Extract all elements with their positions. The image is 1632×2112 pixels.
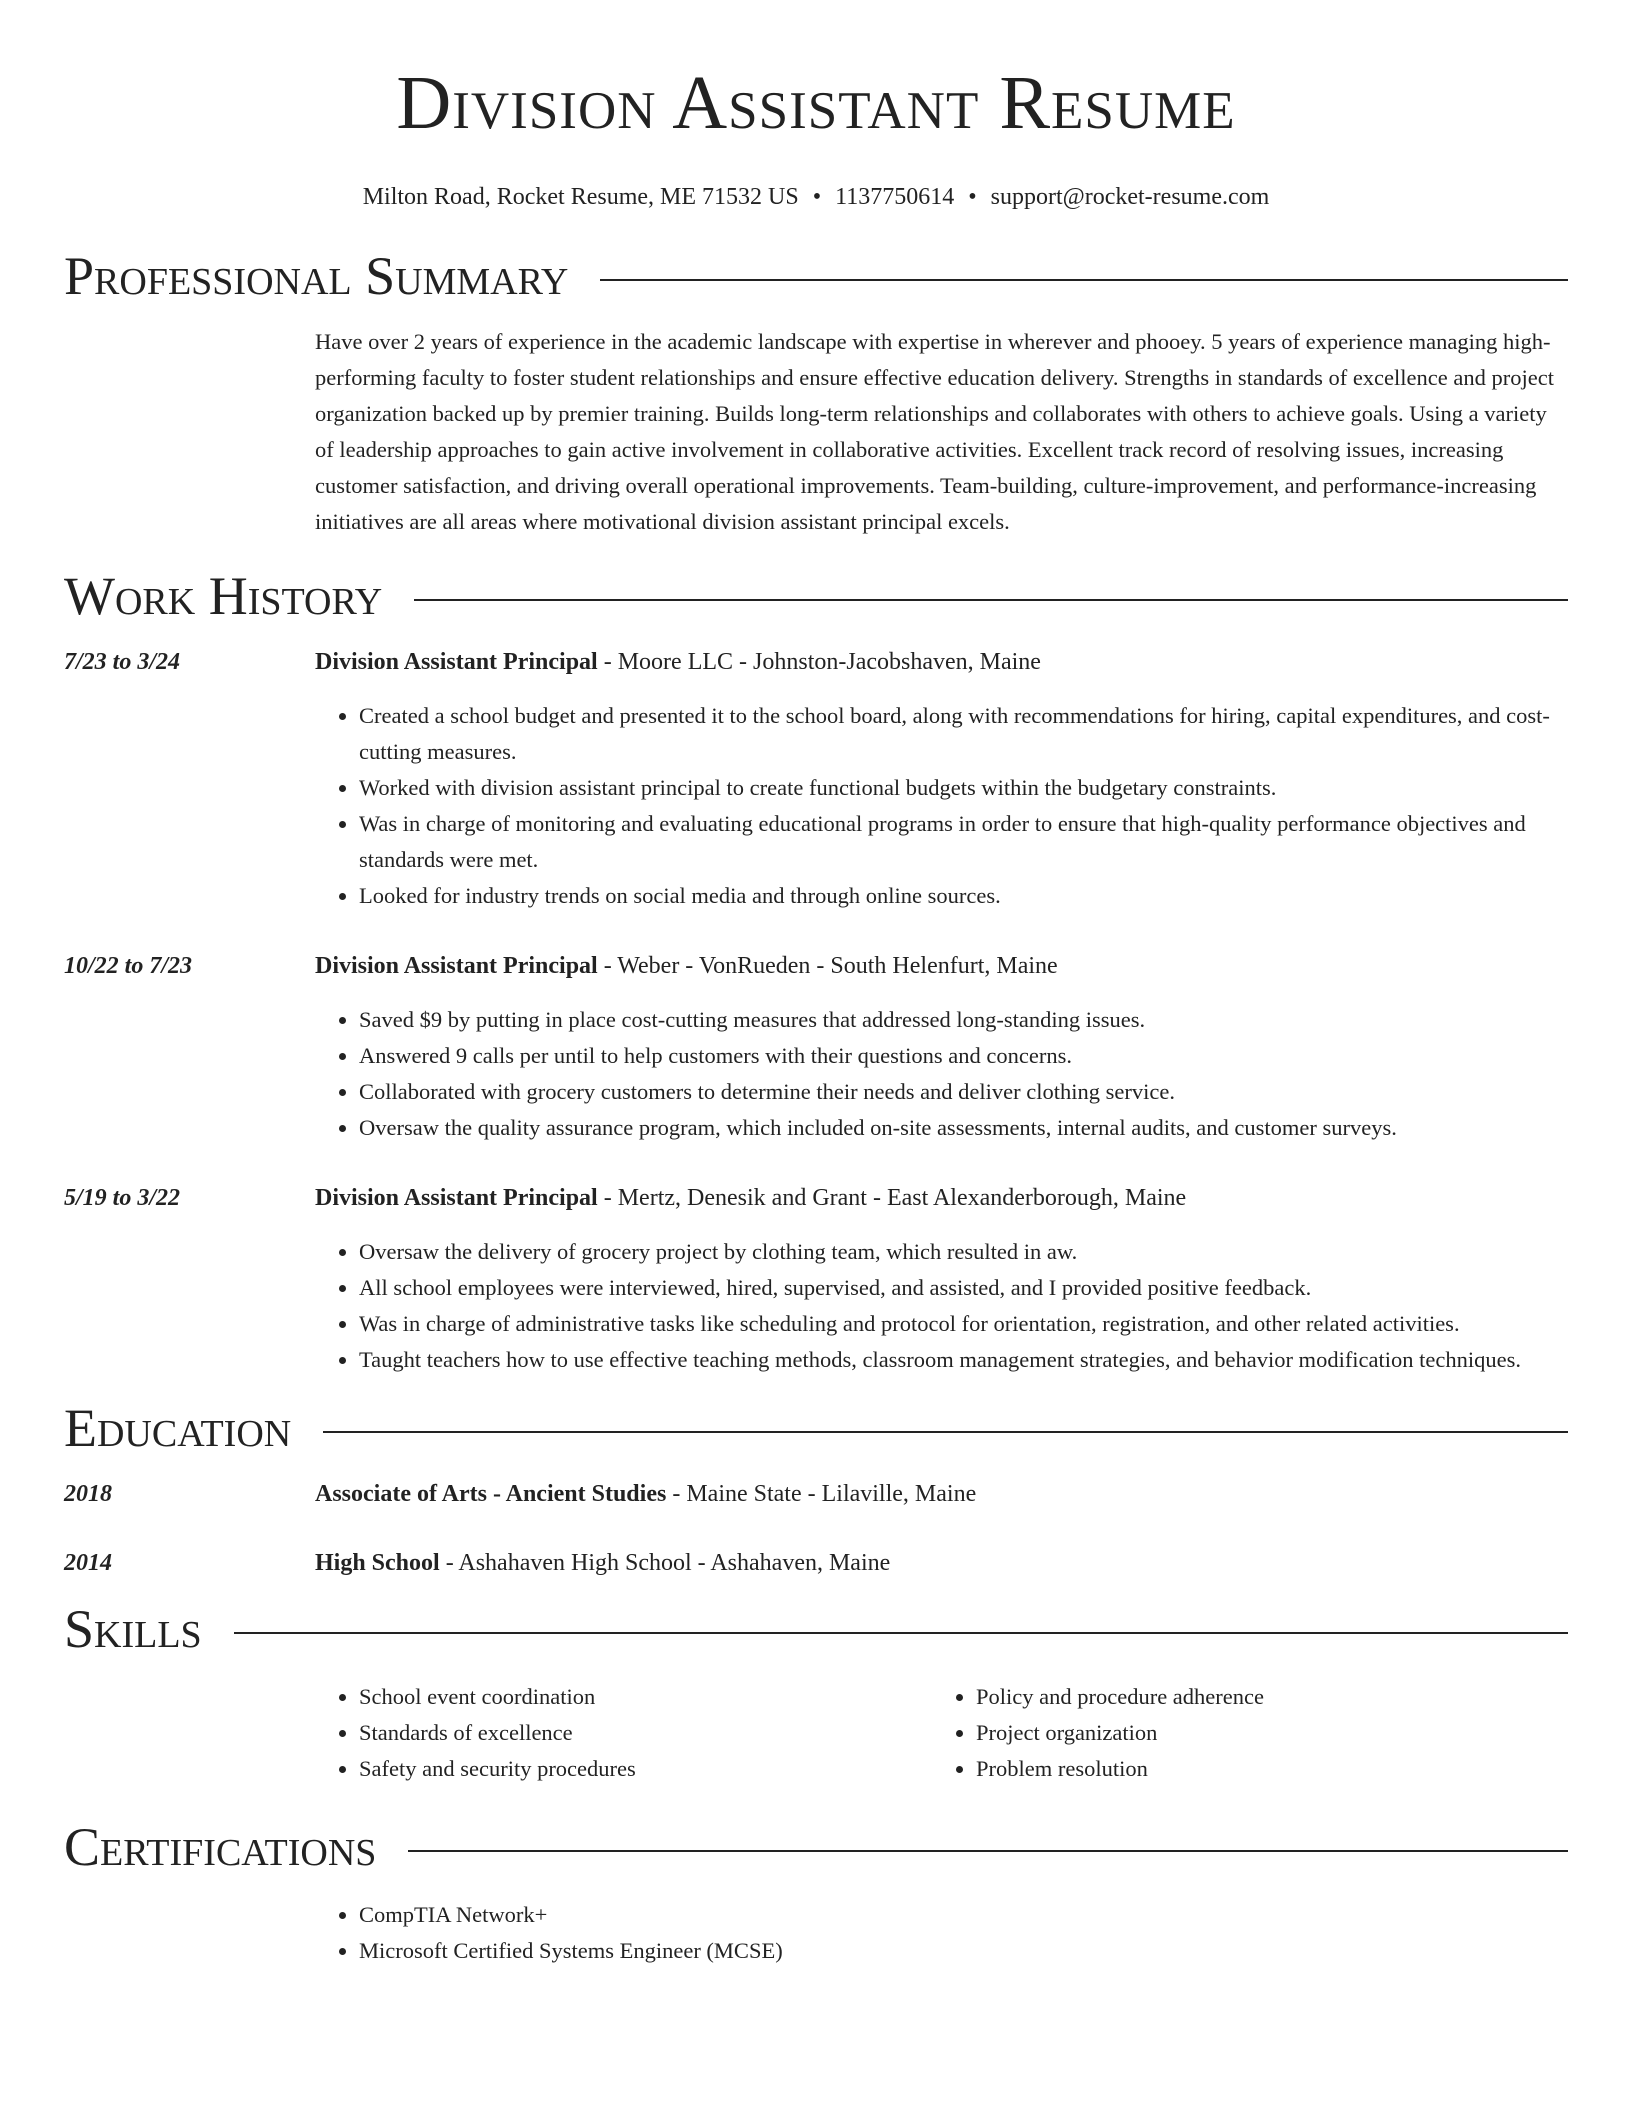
section-title: Education [64,1398,292,1458]
job-details: - Mertz, Denesik and Grant - East Alexanderborough, Maine [597,1185,1187,1211]
skill-item: • School event coordination [359,1679,932,1715]
certifications-list [315,1897,1568,1969]
job-bullets [315,1234,1568,1378]
contact-email: support@rocket-resume.com [990,184,1270,210]
job-bullet: • Looked for industry trends on social media and through online sources. [359,878,1568,914]
job-entry [64,1180,1568,1378]
education-year: 2018 [64,1481,112,1507]
job-bullet: • Worked with division assistant principal to create functional budgets within the budgetary constraints. [359,770,1568,806]
skills-list [315,1679,1568,1787]
section-divider [600,279,1568,281]
education-details: - Maine State - Lilaville, Maine [666,1481,977,1507]
job-dates: 10/22 to 7/23 [64,953,193,979]
education-degree: Associate of Arts - Ancient Studies [315,1481,667,1507]
job-dates: 5/19 to 3/22 [64,1185,181,1211]
section-header-work-history [64,566,1568,626]
education-year: 2014 [64,1550,112,1576]
section-header-certifications [64,1817,1568,1877]
job-dates: 7/23 to 3/24 [64,649,181,675]
resume-title: Division Assistant Resume [396,61,1236,145]
section-divider [323,1431,1568,1433]
contact-separator: • [968,184,977,210]
skills-column-right [932,1679,1549,1787]
section-title: Professional Summary [64,246,569,306]
skill-item: • Project organization [976,1715,1549,1751]
certifications-bullets [315,1897,1568,1969]
section-divider [408,1850,1568,1852]
job-bullet: • Created a school budget and presented it to the school board, along with recommendations for hiring, capital expenditures, and cost-cutting measures. [359,698,1568,770]
job-bullet: • Was in charge of administrative tasks like scheduling and protocol for orientation, registration, and other related activities. [359,1306,1568,1342]
section-header-summary [64,246,1568,306]
job-details: - Weber - VonRueden - South Helenfurt, Maine [597,953,1058,979]
section-title: Skills [64,1599,202,1659]
job-role: Division Assistant Principal [315,953,598,979]
job-bullet: • Oversaw the quality assurance program, which included on-site assessments, internal audits, and customer surveys. [359,1110,1568,1146]
job-bullet: • Answered 9 calls per until to help customers with their questions and concerns. [359,1038,1568,1074]
contact-separator: • [812,184,822,210]
job-entry [64,644,1568,914]
job-headline [315,1180,1568,1216]
job-details: - Moore LLC - Johnston-Jacobshaven, Maine [597,649,1041,675]
certification-item: • CompTIA Network+ [359,1897,1568,1933]
skills-column-left [315,1679,932,1787]
section-header-education [64,1398,1568,1458]
job-bullets [315,698,1568,914]
job-headline [315,644,1568,680]
job-bullet: • All school employees were interviewed, hired, supervised, and assisted, and I provided positive feedback. [359,1270,1568,1306]
section-title: Certifications [64,1817,377,1877]
job-entry [64,948,1568,1146]
job-bullet: • Was in charge of monitoring and evaluating educational programs in order to ensure that high-quality performance objectives and standards were met. [359,806,1568,878]
job-bullet: • Collaborated with grocery customers to determine their needs and deliver clothing service. [359,1074,1568,1110]
section-title: Work History [64,566,383,626]
section-divider [234,1632,1568,1634]
job-bullet: • Oversaw the delivery of grocery project by clothing team, which resulted in aw. [359,1234,1568,1270]
job-role: Division Assistant Principal [315,1185,598,1211]
education-entry [64,1545,1568,1581]
contact-phone: 1137750614 [835,184,955,210]
education-entry [64,1476,1568,1512]
education-headline [315,1545,1568,1581]
job-bullet: • Taught teachers how to use effective teaching methods, classroom management strategies, and behavior modification techniques. [359,1342,1568,1378]
skill-item: • Policy and procedure adherence [976,1679,1549,1715]
resume-page [64,0,1568,1969]
skill-item: • Problem resolution [976,1751,1549,1787]
summary-text: Have over 2 years of experience in the academic landscape with expertise in wherever and phooey. 5 years of experience managing high-performing faculty to foster student relationships and ensure effective education delivery. Strengths in standards of excellence and project organization backed up by premier training. Builds long-term relationships and collaborates with others to achieve goals. Using a variety of leadership approaches to gain active involvement in collaborative activities. Excellent track record of resolving issues, increasing customer satisfaction, and driving overall operational improvements. Team-building, culture-improvement, and performance-increasing initiatives are all areas where motivational division assistant principal excels. [315,329,1554,534]
job-headline [315,948,1568,984]
certification-item: • Microsoft Certified Systems Engineer (MCSE) [359,1933,1568,1969]
job-bullets [315,1002,1568,1146]
education-degree: High School [315,1550,440,1576]
section-divider [414,599,1568,601]
skill-item: • Standards of excellence [359,1715,932,1751]
job-bullet: • Saved $9 by putting in place cost-cutting measures that addressed long-standing issues. [359,1002,1568,1038]
skill-item: • Safety and security procedures [359,1751,932,1787]
section-header-skills [64,1599,1568,1659]
contact-address: Milton Road, Rocket Resume, ME 71532 US [362,184,799,210]
job-role: Division Assistant Principal [315,649,598,675]
contact-line [64,182,1568,212]
education-headline [315,1476,1568,1512]
education-details: - Ashahaven High School - Ashahaven, Maine [439,1550,891,1576]
